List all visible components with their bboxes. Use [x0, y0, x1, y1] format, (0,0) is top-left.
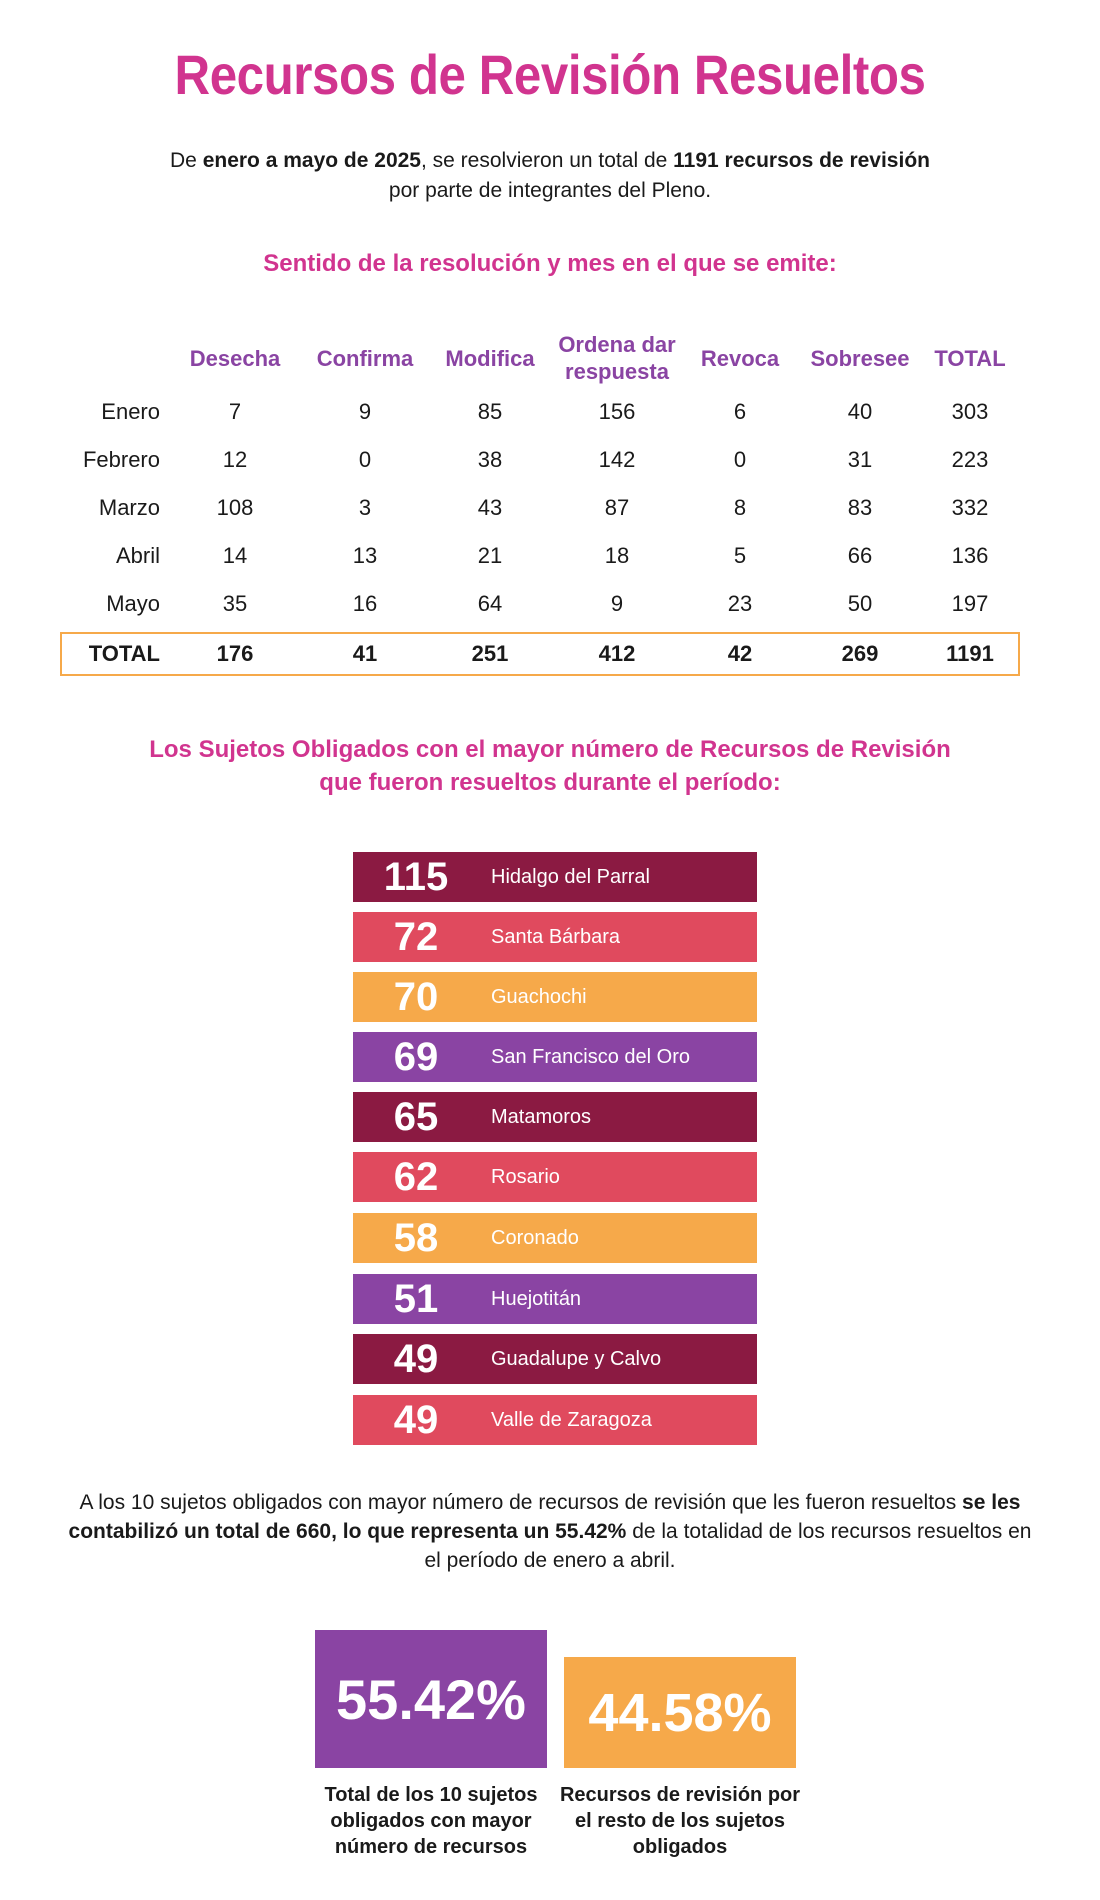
ranking-count: 115: [383, 854, 449, 899]
table-cell: 108: [216, 495, 254, 520]
table-header: Desecha: [189, 345, 281, 371]
table-cell: 40: [847, 399, 873, 424]
table-cell: 136: [951, 543, 989, 568]
ranking-bar: [353, 972, 757, 1022]
ranking-title: [0, 733, 1100, 799]
ranking-name: Guadalupe y Calvo: [491, 1347, 662, 1370]
table-row: [60, 532, 1020, 580]
table-cell: 42: [727, 641, 753, 666]
intro-text-1: De: [170, 149, 203, 172]
intro-period: enero a mayo de 2025: [202, 149, 421, 172]
table-cell: 1191: [946, 641, 994, 666]
ranking-name: Valle de Zaragoza: [491, 1408, 652, 1431]
row-label: Enero: [101, 399, 160, 424]
ranking-count: 72: [393, 914, 439, 959]
ranking-name: Santa Bárbara: [491, 925, 620, 948]
table-cell: 0: [358, 447, 372, 472]
ranking-name: Hidalgo del Parral: [491, 865, 650, 888]
table-cell: 176: [216, 641, 254, 666]
top10-percentage-box: 55.42%: [315, 1630, 547, 1768]
ranking-bar: [353, 912, 757, 962]
rest-percentage-caption: Recursos de revisión por el resto de los sujetos obligados: [559, 1784, 801, 1858]
ranking-count: 70: [393, 974, 439, 1019]
table-cell: 41: [352, 641, 378, 666]
ranking-title-line2: que fueron resueltos durante el período:: [319, 769, 781, 796]
ranking-name: Coronado: [491, 1226, 579, 1249]
table-cell: 14: [222, 543, 248, 568]
table-cell: 43: [477, 495, 503, 520]
table-cell: 21: [477, 543, 503, 568]
table-cell: 332: [951, 495, 989, 520]
table-row: [60, 436, 1020, 484]
table-cell: 85: [477, 399, 503, 424]
ranking-name: Matamoros: [491, 1105, 592, 1128]
ranking-count: 69: [393, 1034, 439, 1079]
summary-text-1: A los 10 sujetos obligados con mayor número de recursos de revisión que les fueron resueltos: [79, 1491, 963, 1514]
table-cell: 18: [604, 543, 630, 568]
table-cell: 251: [471, 641, 509, 666]
intro-text-2: , se resolvieron un total de: [421, 149, 674, 172]
ranking-count: 49: [393, 1397, 439, 1442]
table-header: Modifica: [445, 345, 535, 371]
intro-text-3: por parte de integrantes del Pleno.: [388, 179, 712, 202]
row-label: Abril: [115, 543, 160, 568]
table-cell: 5: [733, 543, 747, 568]
row-label: Febrero: [82, 447, 160, 472]
table-cell: 3: [358, 495, 372, 520]
table-row: [60, 388, 1020, 436]
ranking-name: Guachochi: [491, 985, 587, 1008]
table-cell: 156: [598, 399, 636, 424]
ranking-bar: [353, 1395, 757, 1445]
ranking-count: 58: [393, 1215, 439, 1260]
table-cell: 303: [951, 399, 989, 424]
ranking-bar: [353, 1213, 757, 1263]
ranking-title-line1: Los Sujetos Obligados con el mayor número de Recursos de Revisión: [149, 736, 951, 763]
rest-percentage-box: 44.58%: [564, 1657, 796, 1768]
ranking-count: 65: [393, 1094, 439, 1139]
ranking-bar: [353, 1274, 757, 1324]
table-cell: 6: [733, 399, 747, 424]
table-cell: 66: [847, 543, 873, 568]
ranking-count: 51: [393, 1276, 439, 1321]
table-cell: 8: [733, 495, 747, 520]
table-header: Confirma: [316, 345, 414, 371]
summary-text: [60, 1488, 1040, 1575]
table-cell: 31: [847, 447, 873, 472]
ranking-count: 62: [393, 1154, 439, 1199]
table-header-row: [60, 322, 1020, 394]
row-label: Marzo: [98, 495, 160, 520]
summary-text-2: de la totalidad de los recursos resueltos en el período de enero a abril.: [424, 1520, 1032, 1572]
intro-text: [100, 146, 1000, 206]
table-cell: 412: [598, 641, 636, 666]
table-cell: 50: [847, 591, 873, 616]
table-cell: 9: [610, 591, 624, 616]
table-row: [60, 484, 1020, 532]
table-cell: 16: [352, 591, 378, 616]
table-row: [60, 580, 1020, 628]
ranking-name: San Francisco del Oro: [491, 1045, 690, 1068]
table-cell: 142: [598, 447, 636, 472]
row-label: TOTAL: [88, 641, 160, 666]
ranking-name: Rosario: [491, 1165, 560, 1188]
ranking-bar: [353, 1334, 757, 1384]
ranking-count: 49: [393, 1336, 439, 1381]
table-header: Ordena dar respuesta: [558, 332, 676, 384]
table-cell: 23: [727, 591, 753, 616]
intro-total: 1191 recursos de revisión: [673, 149, 930, 172]
table-cell: 223: [951, 447, 989, 472]
table-header: Revoca: [700, 345, 780, 371]
ranking-name: Huejotitán: [491, 1287, 582, 1310]
summary-highlight: se les contabilizó un total de 660, lo que representa un 55.42%: [68, 1491, 1021, 1543]
top10-percentage-caption: Total de los 10 sujetos obligados con mayor número de recursos: [324, 1784, 538, 1858]
table-cell: 13: [352, 543, 378, 568]
table-cell: 269: [841, 641, 879, 666]
table-cell: 83: [847, 495, 873, 520]
ranking-bar: [353, 1092, 757, 1142]
table-cell: 197: [951, 591, 989, 616]
table-cell: 7: [228, 399, 242, 424]
table-cell: 12: [222, 447, 248, 472]
table-total-row: [60, 632, 1020, 676]
table-cell: 38: [477, 447, 503, 472]
ranking-bar: [353, 1032, 757, 1082]
table-cell: 87: [604, 495, 630, 520]
table-title: Sentido de la resolución y mes en el que se emite:: [263, 250, 837, 277]
table-header: TOTAL: [934, 345, 1006, 371]
table-cell: 0: [733, 447, 747, 472]
page-title: Recursos de Revisión Resueltos: [174, 43, 926, 106]
table-cell: 64: [477, 591, 503, 616]
row-label: Mayo: [106, 591, 160, 616]
table-header: Sobresee: [810, 345, 910, 371]
ranking-bar: [353, 852, 757, 902]
ranking-bar: [353, 1152, 757, 1202]
table-cell: 9: [358, 399, 372, 424]
table-cell: 35: [222, 591, 248, 616]
